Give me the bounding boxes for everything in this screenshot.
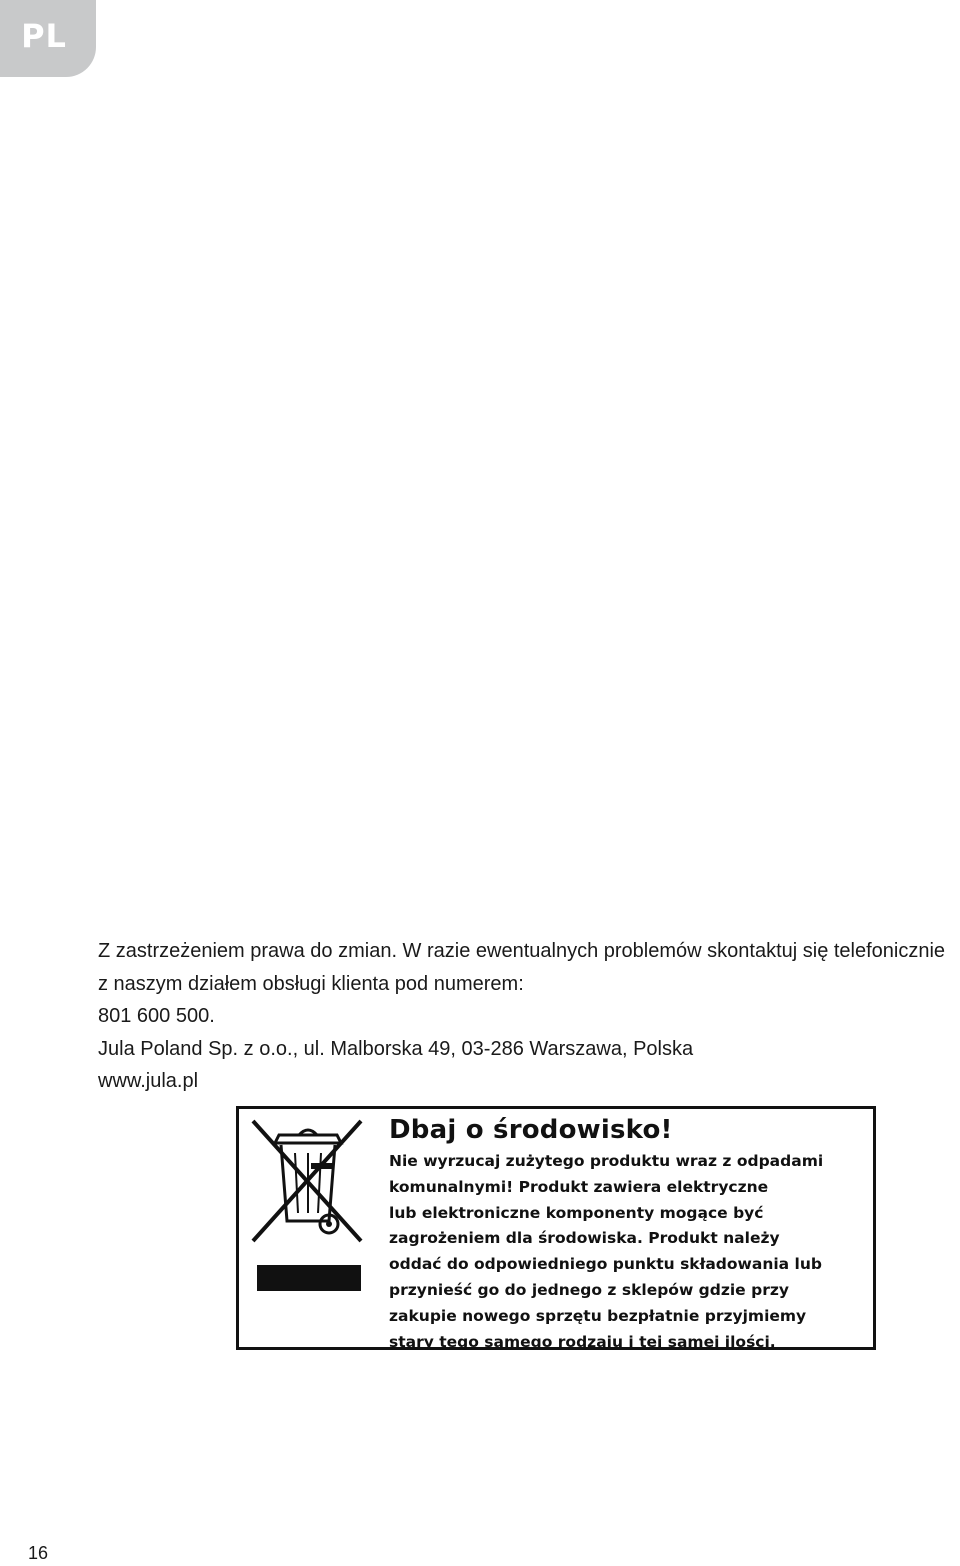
weee-line: przynieść go do jednego z sklepów gdzie przy	[389, 1280, 789, 1299]
contact-address: Jula Poland Sp. z o.o., ul. Malborska 49, 03-286 Warszawa, Polska	[98, 1037, 694, 1060]
weee-line: zakupie nowego sprzętu bezpłatnie przyjmiemy	[389, 1306, 807, 1325]
contact-phone: 801 600 500.	[98, 1005, 215, 1027]
crossed-out-wheelie-bin-icon	[249, 1117, 364, 1245]
weee-line: Nie wyrzucaj zużytego produktu wraz z odpadami	[389, 1152, 824, 1170]
language-tab	[0, 0, 96, 77]
contact-line: z naszym działem obsługi klienta pod numerem:	[98, 972, 524, 995]
weee-line: stary tego samego rodzaju i tej samej ilości.	[389, 1332, 776, 1351]
weee-notice-box	[236, 1106, 876, 1350]
weee-title: Dbaj o środowisko!	[389, 1115, 673, 1145]
weee-body	[389, 1149, 875, 1355]
contact-website: www.jula.pl	[98, 1070, 199, 1092]
weee-line: zagrożeniem dla środowiska. Produkt należy	[389, 1229, 780, 1248]
contact-info	[98, 935, 960, 1098]
weee-line: oddać do odpowiedniego punktu składowania lub	[389, 1255, 822, 1274]
weee-line: lub elektroniczne komponenty mogące być	[389, 1203, 764, 1222]
language-code: PL	[21, 16, 67, 55]
weee-text	[389, 1113, 875, 1355]
page-number: 16	[28, 1543, 49, 1563]
contact-line: Z zastrzeżeniem prawa do zmian. W razie ewentualnych problemów skontaktuj się telefonicznie	[98, 940, 946, 962]
weee-black-bar	[257, 1265, 361, 1291]
weee-line: komunalnymi! Produkt zawiera elektryczne	[389, 1177, 769, 1196]
